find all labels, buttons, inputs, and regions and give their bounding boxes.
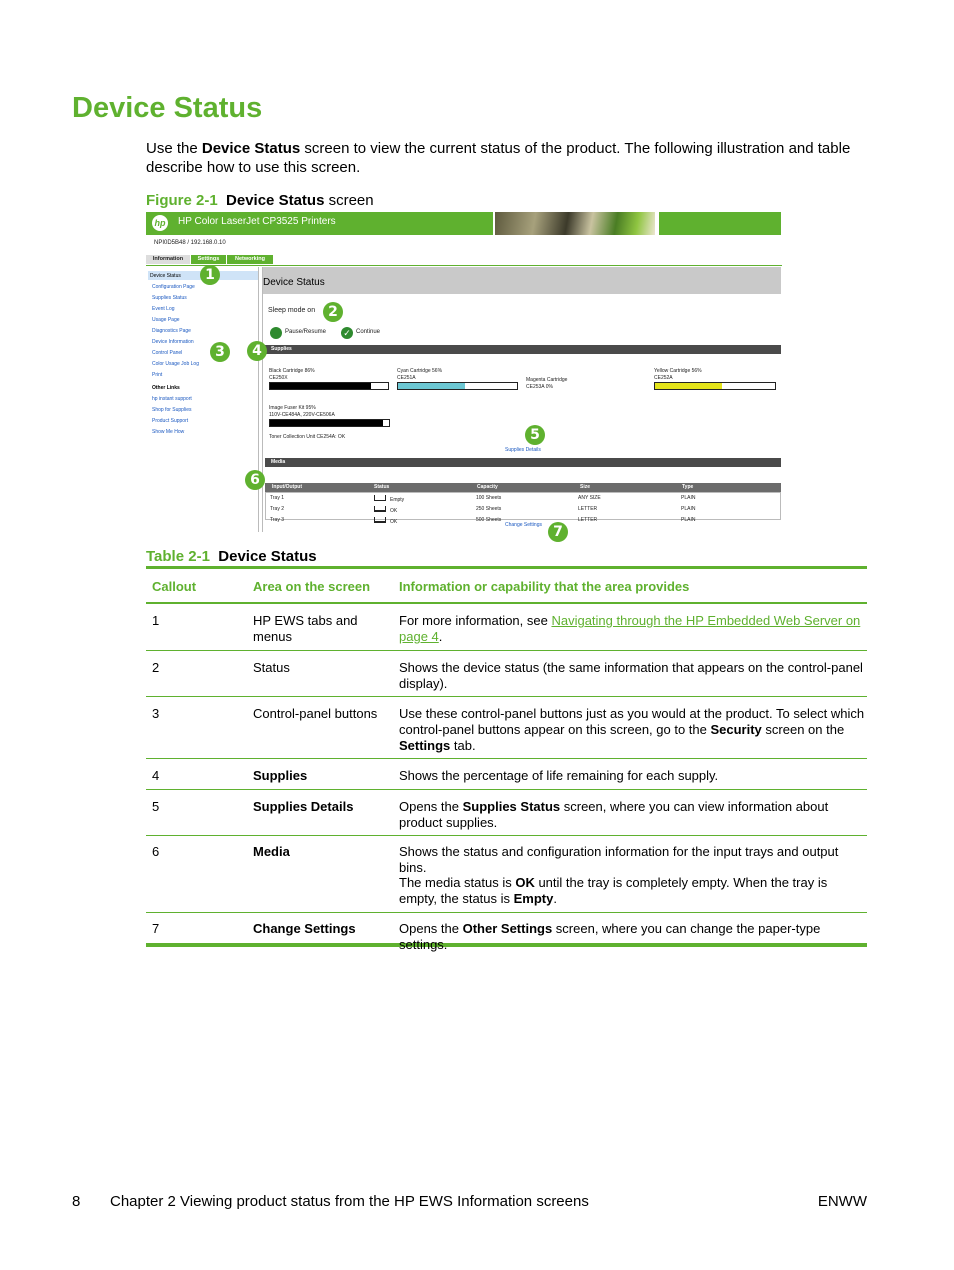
intro-paragraph: Use the Device Status screen to view the current status of the product. The following illustration and table describe how to use this screen. [146, 140, 851, 176]
row-info: Opens the Supplies Status screen, where you can view information about product supplies. [399, 799, 829, 830]
supply-yellow-fill [655, 383, 722, 389]
media-tray1-capacity: 100 Sheets [476, 495, 502, 501]
ews-banner-title: HP Color LaserJet CP3525 Printers [178, 216, 336, 227]
media-tray3-status: OK [390, 519, 398, 525]
footer-page-number: 8 [72, 1193, 81, 1210]
device-status-text: Sleep mode on [268, 307, 316, 314]
header-info: Information or capability that the area provides [399, 579, 690, 594]
table-row [146, 697, 867, 759]
media-col-status: Status [374, 484, 390, 490]
media-header: Media [265, 458, 781, 467]
row-area: Supplies [253, 768, 308, 783]
main-title: Device Status [263, 277, 325, 288]
row-info: For more information, see Navigating through the HP Embedded Web Server on page 4. [399, 613, 861, 644]
callout-4-badge: 4 [247, 341, 267, 361]
link-show-me-how[interactable]: Show Me How [152, 429, 185, 435]
media-table-body [265, 492, 781, 520]
row-callout: 2 [152, 660, 160, 675]
supply-yellow-gauge [654, 382, 776, 390]
row-info-note: The media status is OK until the tray is completely empty. When the tray is empty, the status is Empty. [399, 875, 828, 906]
ews-navigation-link[interactable]: Navigating through the HP Embedded Web Server on page 4 [399, 613, 861, 644]
row-info: Opens the Other Settings screen, where you can change the paper-type settings. [399, 921, 821, 952]
tray-ok-icon [374, 517, 386, 523]
row-area: Media [253, 844, 290, 859]
banner-photo [495, 212, 655, 235]
callout-7-badge: 7 [548, 522, 568, 542]
supply-cyan-gauge [397, 382, 518, 390]
media-col-input-output: Input/Output [272, 484, 302, 490]
device-status-table [146, 566, 867, 952]
media-tray3-size: LETTER [578, 517, 598, 523]
callout-3-badge: 3 [210, 342, 230, 362]
nav-item-control-panel[interactable]: Control Panel [152, 350, 183, 356]
left-nav [146, 267, 259, 532]
media-col-type: Type [682, 484, 694, 490]
callout-5-badge: 5 [525, 425, 545, 445]
tab-networking[interactable]: Networking [227, 255, 273, 264]
media-tray2-status: OK [390, 508, 398, 514]
table-row [146, 790, 867, 836]
link-product-support[interactable]: Product Support [152, 418, 189, 424]
tab-information[interactable]: Information [146, 255, 190, 264]
nav-item-color-usage-job-log[interactable]: Color Usage Job Log [152, 361, 199, 367]
pause-resume-button[interactable]: Pause/Resume [285, 329, 327, 335]
ews-tabs [146, 255, 273, 265]
supply-black-code: CE250X [269, 375, 288, 381]
table-caption: Table 2-1 Device Status [146, 548, 317, 565]
media-tray3-name: Tray 3 [270, 517, 284, 523]
row-info: Use these control-panel buttons just as you would at the product. To select which control-panel buttons appear on this screen, go to the Security screen on the Settings tab. [399, 706, 865, 753]
other-links-heading: Other Links [152, 385, 180, 391]
callout-1-badge: 1 [200, 265, 220, 285]
continue-button[interactable]: Continue [356, 329, 381, 335]
nav-item-print[interactable]: Print [152, 372, 163, 378]
media-tray1-status: Empty [390, 497, 405, 503]
pause-resume-icon[interactable] [270, 327, 282, 339]
supply-cyan-code: CE251A [397, 375, 416, 381]
nav-item-diagnostics-page[interactable]: Diagnostics Page [152, 328, 191, 334]
row-callout: 3 [152, 706, 160, 721]
nav-item-device-information[interactable]: Device Information [152, 339, 194, 345]
figure-caption: Figure 2-1 Device Status screen [146, 192, 374, 209]
fuser-gauge [269, 419, 390, 427]
media-tray2-size: LETTER [578, 506, 598, 512]
tab-rule [146, 265, 782, 266]
row-info: Shows the device status (the same information that appears on the control-panel display). [399, 660, 863, 691]
header-callout: Callout [152, 579, 197, 594]
row-area: Control-panel buttons [253, 706, 378, 721]
toner-collection-status: Toner Collection Unit CE254A: OK [269, 434, 346, 440]
supply-magenta-name: Magenta Cartridge [526, 377, 568, 383]
supply-magenta-code: CE253A 0% [526, 384, 553, 390]
media-tray2-type: PLAIN [681, 506, 696, 512]
table-header-row [146, 569, 867, 604]
table-row [146, 836, 867, 913]
table-row [146, 759, 867, 790]
nav-item-device-status[interactable]: Device Status [150, 273, 181, 279]
callout-6-badge: 6 [245, 470, 265, 490]
nav-item-supplies-status[interactable]: Supplies Status [152, 295, 187, 301]
row-callout: 1 [152, 613, 160, 628]
tray-empty-icon [374, 495, 386, 501]
fuser-code: 110V-CE484A, 220V-CE506A [269, 412, 335, 418]
link-hp-instant-support[interactable]: hp instant support [152, 396, 192, 402]
media-table-header [265, 483, 781, 492]
fuser-fill [270, 420, 383, 426]
tray-ok-icon [374, 506, 386, 512]
table-row [146, 913, 867, 952]
ews-banner-right [659, 212, 781, 235]
nav-item-usage-page[interactable]: Usage Page [152, 317, 180, 323]
media-col-size: Size [580, 484, 591, 490]
row-callout: 4 [152, 768, 160, 783]
header-area: Area on the screen [253, 579, 371, 594]
tab-settings[interactable]: Settings [191, 255, 226, 264]
table-row [146, 651, 867, 697]
media-tray1-name: Tray 1 [270, 495, 284, 501]
callout-2-badge: 2 [323, 302, 343, 322]
supplies-header: Supplies [265, 345, 781, 354]
nav-item-configuration-page[interactable]: Configuration Page [152, 284, 195, 290]
media-tray1-type: PLAIN [681, 495, 696, 501]
row-callout: 6 [152, 844, 160, 859]
row-area: Supplies Details [253, 799, 354, 814]
fuser-name: Image Fuser Kit 95% [269, 405, 316, 411]
footer-chapter: Chapter 2 Viewing product status from the HP EWS Information screens [110, 1193, 589, 1210]
supply-cyan-name: Cyan Cartridge 56% [397, 368, 443, 374]
link-shop-for-supplies[interactable]: Shop for Supplies [152, 407, 192, 413]
row-area: HP EWS tabs and menus [253, 613, 358, 644]
supply-cyan-fill [398, 383, 465, 389]
ews-banner [146, 212, 493, 235]
row-info: Shows the percentage of life remaining for each supply. [399, 768, 719, 783]
supply-yellow-name: Yellow Cartridge 56% [654, 368, 702, 374]
device-ip: NPI0D5B48 / 192.168.0.10 [154, 240, 226, 246]
hp-logo: hp [152, 215, 168, 231]
main-title-bar [263, 267, 781, 294]
supply-yellow-code: CE252A [654, 375, 673, 381]
nav-item-event-log[interactable]: Event Log [152, 306, 175, 312]
media-tray3-type: PLAIN [681, 517, 696, 523]
supplies-details-link[interactable]: Supplies Details [505, 447, 541, 453]
media-tray1-size: ANY SIZE [578, 495, 601, 501]
row-area: Status [253, 660, 290, 675]
supply-black-name: Black Cartridge 86% [269, 368, 315, 374]
supply-black-fill [270, 383, 371, 389]
supply-black-gauge [269, 382, 389, 390]
row-area: Change Settings [253, 921, 356, 936]
row-callout: 7 [152, 921, 160, 936]
media-tray2-capacity: 250 Sheets [476, 506, 502, 512]
page-title: Device Status [72, 92, 263, 124]
media-tray3-capacity: 500 Sheets [476, 517, 502, 523]
media-col-capacity: Capacity [477, 484, 498, 490]
change-settings-link[interactable]: Change Settings [505, 522, 542, 528]
media-tray2-name: Tray 2 [270, 506, 284, 512]
table-row [146, 604, 867, 651]
footer-enww: ENWW [817, 1193, 867, 1210]
row-info: Shows the status and configuration information for the input trays and output bins. [399, 844, 839, 875]
device-status-screenshot [146, 212, 782, 540]
row-callout: 5 [152, 799, 160, 814]
continue-icon[interactable]: ✓ [341, 327, 353, 339]
